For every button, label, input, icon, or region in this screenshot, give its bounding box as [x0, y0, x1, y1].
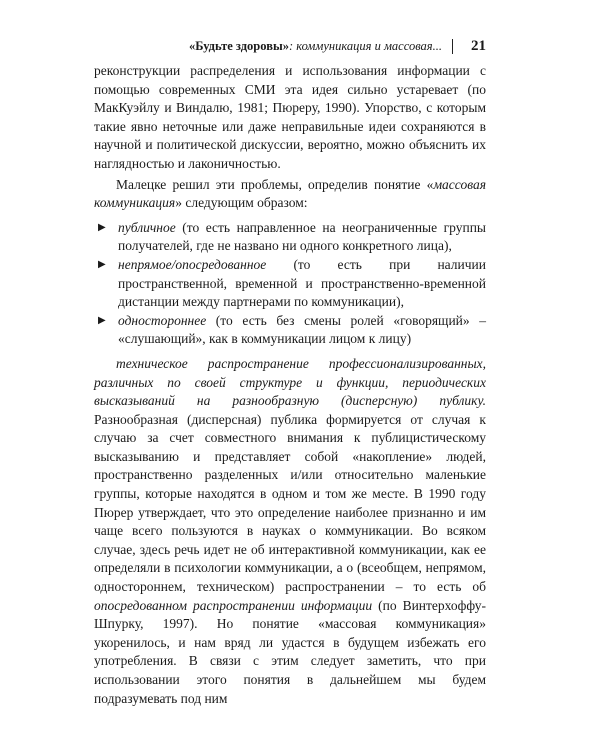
header-title-bold: «Будьте здоровы»	[189, 38, 289, 53]
paragraph-2	[94, 176, 486, 213]
list-item	[94, 219, 486, 256]
list-item-text: (то есть направленное на неограниченные группы получателей, где не названо ни одного конкретного лица),	[118, 219, 486, 254]
triangle-bullet-icon: ▶	[98, 221, 106, 233]
triangle-bullet-icon: ▶	[98, 314, 106, 326]
list-item-term: публичное	[118, 219, 176, 235]
list-item-term: непрямое/опосредованное	[118, 256, 267, 272]
list-item	[94, 256, 486, 312]
list-item-text: (то есть без смены ролей «говорящий» – «слушающий», как в коммуникации лицом к лицу)	[118, 312, 486, 347]
list-item-term: одностороннее	[118, 312, 207, 328]
definition-list	[94, 219, 486, 349]
header-divider	[452, 39, 453, 54]
list-item	[94, 312, 486, 349]
paragraph-3	[94, 355, 486, 708]
page-body	[94, 62, 486, 708]
paragraph-3-italic-definition: техническое распространение профессионализированных, различных по своей структуре и функции, периодических высказываний на разнообразную (дисперсную) публику.	[94, 355, 486, 409]
triangle-bullet-icon: ▶	[98, 258, 106, 270]
list-item-text: (то есть при наличии пространственной, временной и пространственно-временной дистанции между партнерами по коммуникации),	[118, 256, 486, 310]
header-title-rest: : коммуникация и массовая...	[288, 38, 442, 53]
running-header	[116, 36, 486, 56]
paragraph-3-italic-term: опосредованном распространении информации	[94, 597, 373, 613]
page-number: 21	[471, 37, 486, 54]
paragraph-3-text-a: Разнообразная (дисперсная) публика формируется от случая к случаю за счет совместного внимания к публицистическому высказыванию и представляет собой «накопление» людей, пространственно разделенных и/или относительно маленькие группы, которые находятся в одном и том же месте. В 1990 году Пюрер утверждает, что это определение наиболее признанно и им чаще всего пользуются в науках о коммуникации. Во всяком случае, здесь речь идет не об интерактивной коммуникации, как ее определяли в психологии коммуникации, а о (всеобщем, непрямом, одностороннем, техническом) распространении – то есть об	[94, 411, 486, 595]
paragraph-3-text-b: (по Винтерхоффу-Шпурку, 1997). Но понятие «массовая коммуникация» укоренилось, и нам вряд ли удастся в будущем избежать его употребления. В связи с этим следует заметить, что при использовании этого понятия в дальнейшем мы будем подразумевать под ним	[94, 597, 486, 706]
paragraph-2-end: » следующим образом:	[175, 195, 308, 211]
paragraph-2-term: массовая коммуникация	[94, 176, 486, 211]
paragraph-1: реконструкции распределения и использования информации с помощью современных СМИ эта идея сильно устаревает (по МакКуэйлу и Виндалю, 1981; Пюреру, 1990). Упорство, с которым такие явно неточные или даже неправильные идеи сохраняются в научной и политической дискуссии, вероятно, можно объяснить их наглядностью и лаконичностью.	[94, 63, 486, 171]
paragraph-2-start: Малецке решил эти проблемы, определив понятие «	[116, 176, 434, 192]
